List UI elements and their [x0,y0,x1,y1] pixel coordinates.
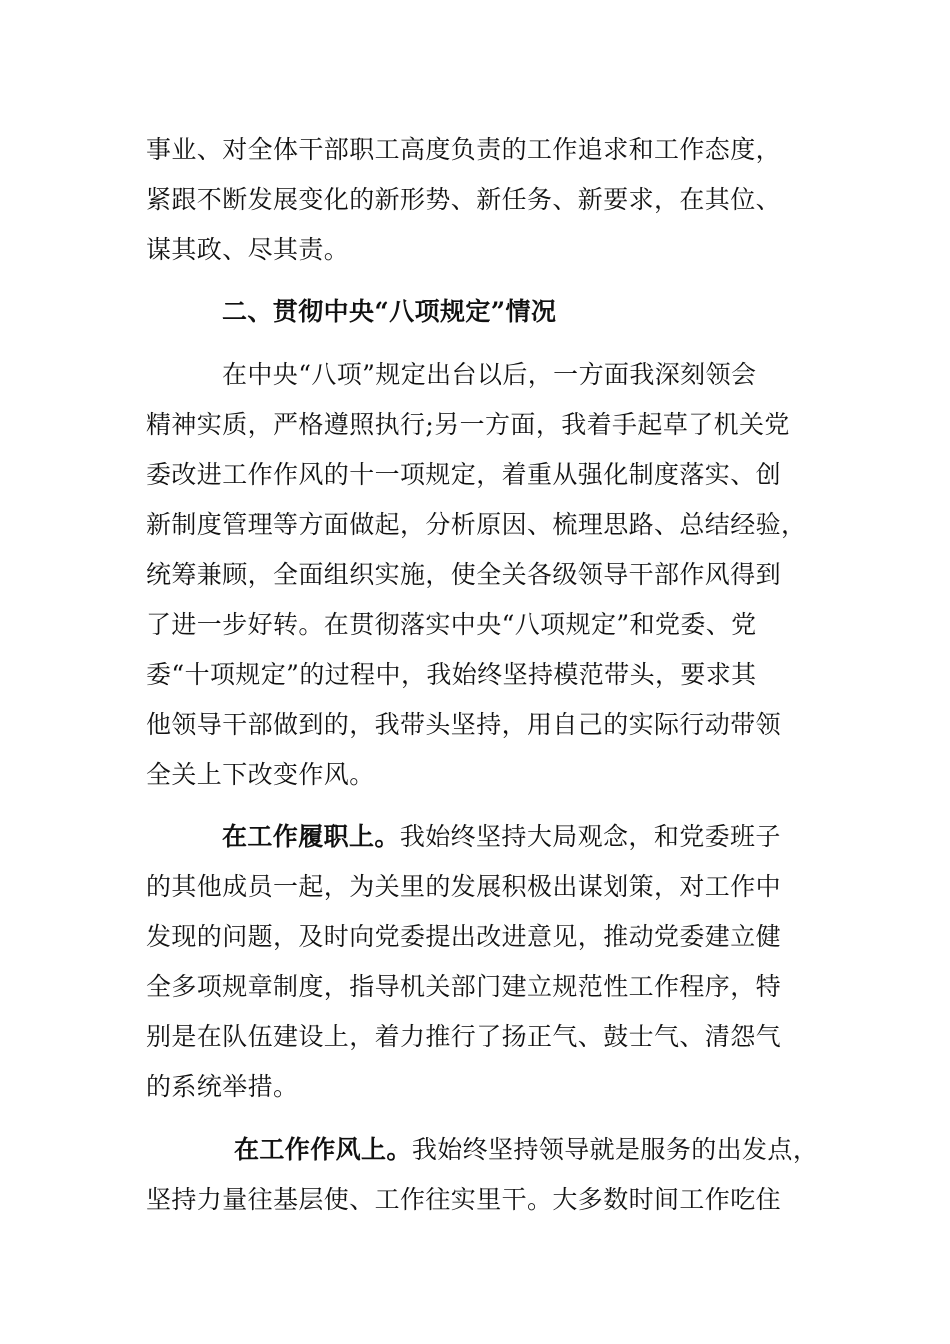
body-text-line: 在中央“八项”规定出台以后，一方面我深刻领会 [222,360,757,389]
body-text-line: 紧跟不断发展变化的新形势、新任务、新要求，在其位、 [146,185,782,214]
body-text-line: 全关上下改变作风。 [146,760,375,789]
body-text-line: 统筹兼顾，全面组织实施，使全关各级领导干部作风得到 [146,560,782,589]
body-text-line: 新制度管理等方面做起，分析原因、梳理思路、总结经验， [146,510,807,539]
body-text-line: 谋其政、尽其责。 [146,235,350,264]
body-text-line: 的其他成员一起，为关里的发展积极出谋划策，对工作中 [146,872,782,901]
body-text-line [234,1135,818,1165]
paragraph-lead: 在工作作风上。 [234,1135,412,1164]
body-text-line: 了进一步好转。在贯彻落实中央“八项规定”和党委、党 [146,610,757,639]
body-text-line: 发现的问题，及时向党委提出改进意见，推动党委建立健 [146,922,782,951]
body-text-line [222,822,781,852]
body-text-span: 我始终坚持大局观念，和党委班子 [399,822,781,851]
body-text-line: 委“十项规定”的过程中，我始终坚持模范带头，要求其 [146,660,757,689]
section-heading: 二、贯彻中央“八项规定”情况 [222,297,557,326]
body-text-line: 全多项规章制度，指导机关部门建立规范性工作程序，特 [146,972,782,1001]
body-text-line: 事业、对全体干部职工高度负责的工作追求和工作态度， [146,135,782,164]
body-text-span: 我始终坚持领导就是服务的出发点， [411,1135,819,1164]
body-text-line: 坚持力量往基层使、工作往实里干。大多数时间工作吃住 [146,1185,782,1214]
body-text-line: 别是在队伍建设上，着力推行了扬正气、鼓士气、清怨气 [146,1022,782,1051]
body-text-line: 他领导干部做到的，我带头坚持，用自己的实际行动带领 [146,710,782,739]
body-text-line: 的系统举措。 [146,1072,299,1101]
paragraph-lead: 在工作履职上。 [222,822,400,851]
body-text-line: 委改进工作作风的十一项规定，着重从强化制度落实、创 [146,460,782,489]
body-text-line: 精神实质，严格遵照执行;另一方面，我着手起草了机关党 [146,410,790,439]
